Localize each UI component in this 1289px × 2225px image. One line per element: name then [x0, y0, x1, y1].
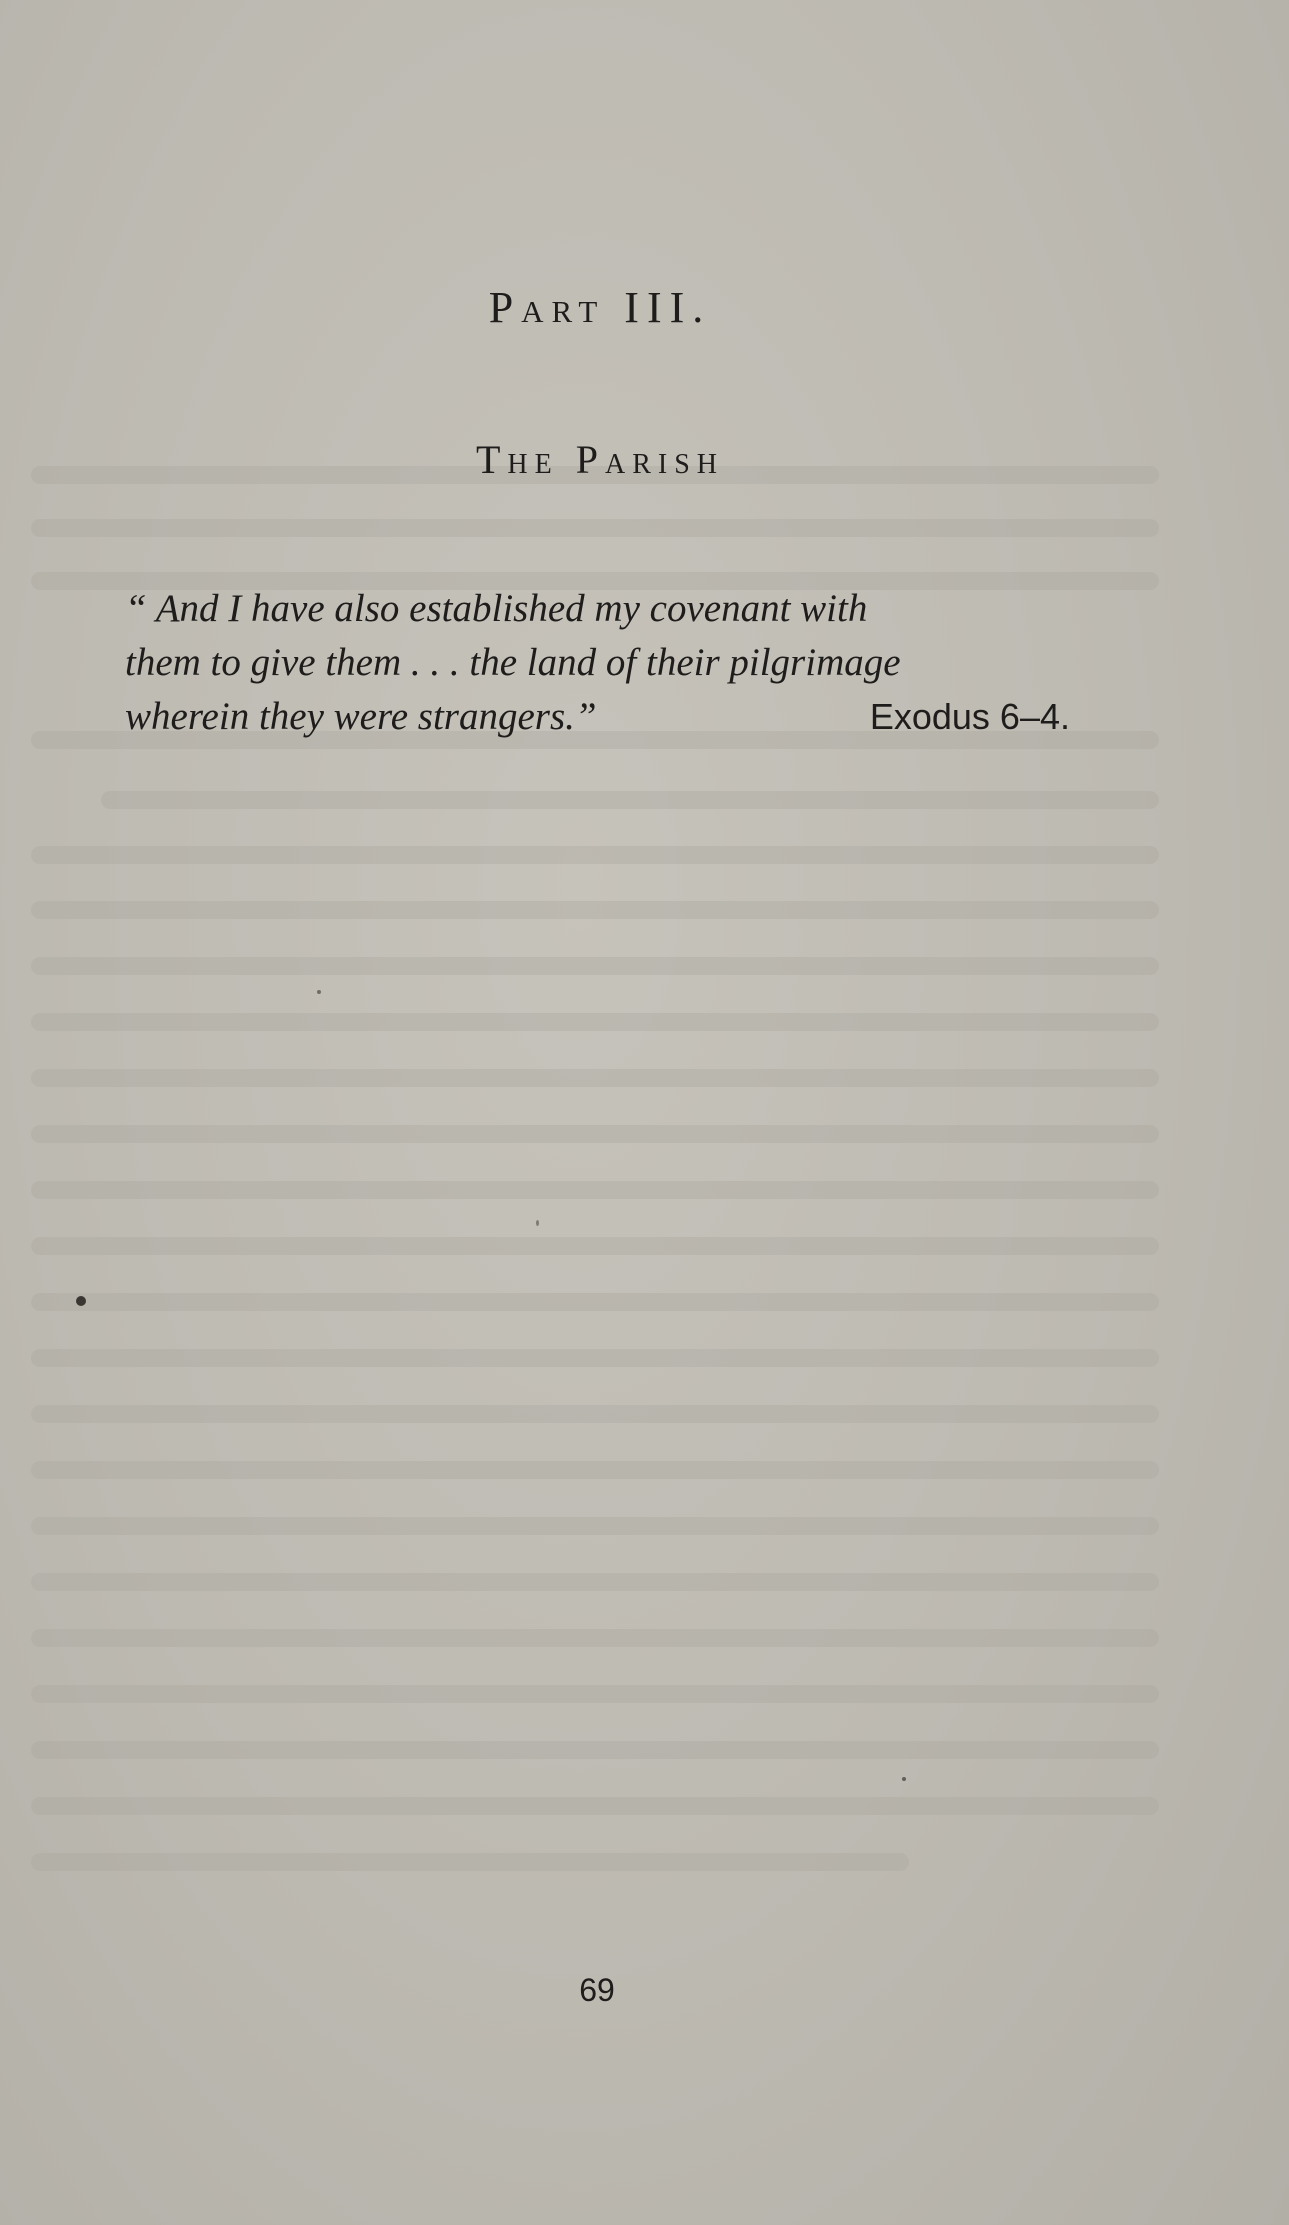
ink-speck: [902, 1777, 906, 1781]
epigraph-citation: Exodus 6–4.: [869, 696, 1070, 737]
section-title: The Parish: [475, 437, 725, 482]
ink-speck: [536, 1220, 539, 1226]
epigraph-line-1: “ And I have also established my covenant with: [125, 587, 868, 630]
epigraph-last-line: [125, 690, 1070, 744]
ink-speck: [76, 1296, 86, 1306]
ink-speck: [317, 990, 321, 994]
epigraph: [125, 582, 1070, 744]
page-number: 69: [579, 1972, 615, 2008]
part-heading: Part III.: [488, 283, 712, 332]
epigraph-line-3: wherein they were strangers.”: [125, 695, 597, 738]
epigraph-line-2: them to give them . . . the land of their pilgrimage: [125, 641, 901, 684]
